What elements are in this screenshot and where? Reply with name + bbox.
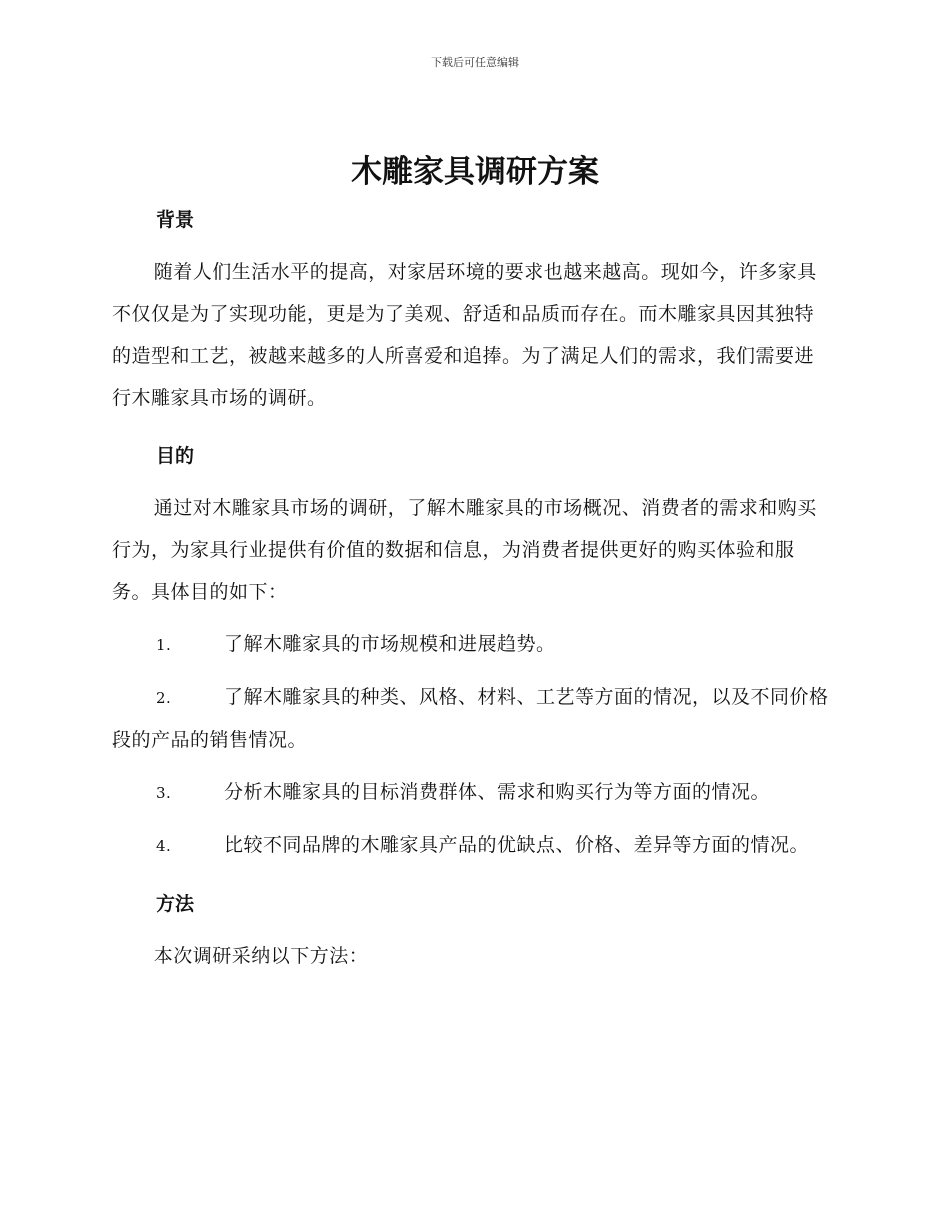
list-item-text: 了解木雕家具的市场规模和进展趋势。 — [224, 633, 556, 655]
background-paragraph: 随着人们生活水平的提高，对家居环境的要求也越来越高。现如今，许多家具不仅仅是为了实现功能，更是为了美观、舒适和品质而存在。而木雕家具因其独特的造型和工艺，被越来越多的人所喜爱和追捧。为了满足人们的需求，我们需要进行木雕家具市场的调研。 — [112, 261, 817, 409]
document-body — [112, 205, 832, 977]
list-number: 3. — [156, 784, 172, 802]
list-item — [112, 623, 832, 666]
list-item — [112, 676, 832, 761]
section-heading-method: 方法 — [156, 893, 195, 915]
purpose-paragraph: 通过对木雕家具市场的调研，了解木雕家具的市场概况、消费者的需求和购买行为，为家具行业提供有价值的数据和信息，为消费者提供更好的购买体验和服务。具体目的如下： — [112, 497, 817, 603]
page-header: 下载后可任意编辑 — [431, 56, 519, 69]
list-item-text: 分析木雕家具的目标消费群体、需求和购买行为等方面的情况。 — [224, 781, 771, 803]
list-item — [112, 824, 832, 867]
list-number: 2. — [156, 689, 172, 707]
document-title: 木雕家具调研方案 — [351, 154, 599, 190]
section-heading-background: 背景 — [156, 209, 195, 231]
list-number: 1. — [156, 636, 172, 654]
section-heading-purpose: 目的 — [156, 445, 195, 467]
list-number: 4. — [156, 837, 172, 855]
list-item — [112, 771, 832, 814]
list-item-text: 比较不同品牌的木雕家具产品的优缺点、价格、差异等方面的情况。 — [224, 834, 810, 856]
list-item-text: 了解木雕家具的种类、风格、材料、工艺等方面的情况，以及不同价格段的产品的销售情况。 — [112, 686, 829, 751]
method-paragraph: 本次调研采纳以下方法： — [153, 945, 369, 967]
